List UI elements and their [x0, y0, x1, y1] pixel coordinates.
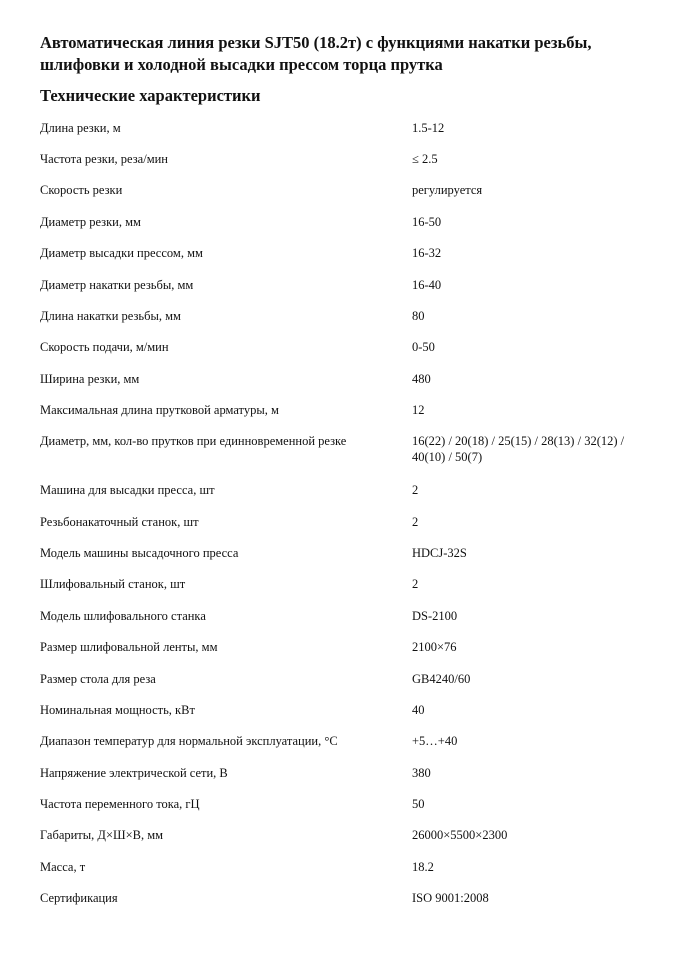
spec-label: Диапазон температур для нормальной эксплуатации, °С [40, 734, 338, 748]
spec-value: +5…+40 [412, 734, 458, 748]
spec-label: Напряжение электрической сети, В [40, 766, 228, 780]
document-title: Автоматическая линия резки SJT50 (18.2т) с функциями накатки резьбы, шлифовки и холодной высадки прессом торца прутка [40, 33, 592, 74]
spec-label: Модель шлифовального станка [40, 609, 206, 623]
spec-value: HDCJ-32S [412, 546, 467, 560]
spec-label: Номинальная мощность, кВт [40, 703, 195, 717]
spec-value: ISO 9001:2008 [412, 891, 489, 905]
spec-label: Резьбонакаточный станок, шт [40, 515, 199, 529]
spec-value: 480 [412, 372, 431, 386]
spec-value: 16(22) / 20(18) / 25(15) / 28(13) / 32(12) / 40(10) / 50(7) [412, 434, 625, 464]
spec-value: 26000×5500×2300 [412, 828, 508, 842]
spec-label: Длина резки, м [40, 121, 121, 135]
spec-label: Сертификация [40, 891, 118, 905]
spec-label: Ширина резки, мм [40, 372, 140, 386]
spec-label: Длина накатки резьбы, мм [40, 309, 181, 323]
spec-label: Частота резки, реза/мин [40, 152, 168, 166]
section-title: Технические характеристики [40, 86, 261, 105]
spec-label: Машина для высадки пресса, шт [40, 483, 215, 497]
spec-value: DS-2100 [412, 609, 458, 623]
spec-value: 18.2 [412, 860, 434, 874]
spec-label: Диаметр накатки резьбы, мм [40, 278, 194, 292]
spec-value: 380 [412, 766, 431, 780]
spec-value: 80 [412, 309, 425, 323]
spec-value: 16-50 [412, 215, 442, 229]
spec-value: GB4240/60 [412, 672, 471, 686]
spec-value: 40 [412, 703, 425, 717]
spec-label: Модель машины высадочного пресса [40, 546, 239, 560]
spec-value: 16-32 [412, 246, 442, 260]
spec-label: Шлифовальный станок, шт [40, 577, 186, 591]
spec-value: 2 [412, 515, 419, 529]
spec-label: Диаметр высадки прессом, мм [40, 246, 203, 260]
spec-value: 2 [412, 577, 419, 591]
spec-label: Размер шлифовальной ленты, мм [40, 640, 218, 654]
spec-label: Масса, т [40, 860, 86, 874]
spec-value: 0-50 [412, 340, 435, 354]
spec-label: Частота переменного тока, гЦ [40, 797, 200, 811]
spec-label: Максимальная длина прутковой арматуры, м [40, 403, 279, 417]
spec-label: Габариты, Д×Ш×В, мм [40, 828, 164, 842]
spec-label: Скорость резки [40, 183, 123, 197]
spec-value: регулируется [412, 183, 483, 197]
spec-label: Диаметр, мм, кол-во прутков при единновременной резке [40, 434, 347, 448]
spec-value: 12 [412, 403, 425, 417]
spec-label: Скорость подачи, м/мин [40, 340, 169, 354]
spec-label: Размер стола для реза [40, 672, 156, 686]
spec-value: 16-40 [412, 278, 442, 292]
spec-value: 2100×76 [412, 640, 457, 654]
spec-label: Диаметр резки, мм [40, 215, 141, 229]
spec-value: ≤ 2.5 [412, 152, 438, 166]
spec-value: 50 [412, 797, 425, 811]
spec-value: 1.5-12 [412, 121, 445, 135]
spec-value: 2 [412, 483, 419, 497]
